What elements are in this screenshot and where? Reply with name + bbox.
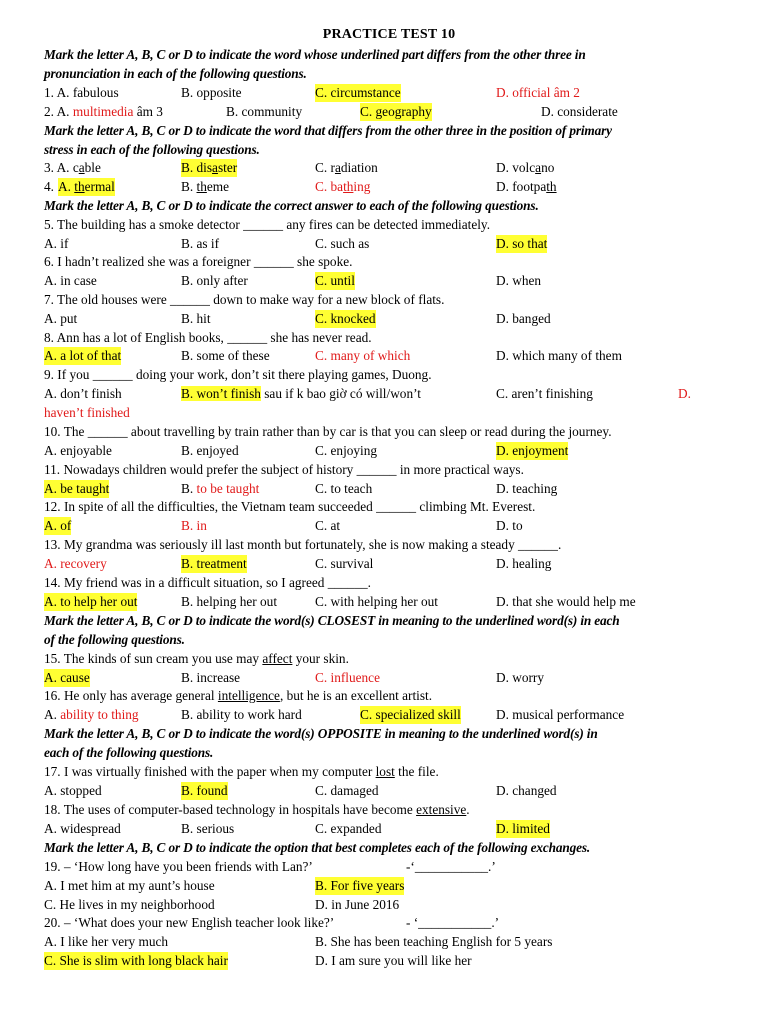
q2-option-b: B. community [226,104,303,119]
question-1 [44,84,734,102]
instruction-closest-cont: of the following questions. [44,632,185,647]
q9-option-d: D. [678,386,691,401]
question-3 [44,159,734,177]
q12-option-c: C. at [315,518,341,533]
q3-option-a: 3. A. cable [44,160,101,175]
q3-option-d: D. volcano [496,160,555,175]
q14-option-d: D. that she would help me [496,594,636,609]
q19-option-a: A. I met him at my aunt’s house [44,878,215,893]
instruction-closest: Mark the letter A, B, C or D to indicate the word(s) CLOSEST in meaning to the underlined word(s) in each [44,613,620,628]
q3-option-b: B. disaster [181,160,238,175]
q16-option-c: C. specialized skill [360,707,461,722]
instruction-opposite-cont: each of the following questions. [44,745,214,760]
q14-option-a: A. to help her out [44,594,138,609]
question-15-options [44,669,734,687]
question-5-options [44,235,734,253]
q6-option-c: C. until [315,273,355,288]
q12-option-d: D. to [496,518,523,533]
q6-stem: 6. I hadn’t realized she was a foreigner ______ she spoke. [44,254,353,269]
question-19-options-2 [44,896,734,914]
q19-option-d: D. in June 2016 [315,897,400,912]
q20-option-b: B. She has been teaching English for 5 years [315,934,553,949]
question-2 [44,103,734,121]
q9-option-c: C. aren’t finishing [496,386,593,401]
q2-option-a-note: âm 3 [133,104,163,119]
q7-option-a: A. put [44,311,78,326]
q6-option-b: B. only after [181,273,248,288]
q13-option-d: D. healing [496,556,552,571]
q5-stem: 5. The building has a smoke detector ______ any fires can be detected immediately. [44,217,491,232]
q16-option-b: B. ability to work hard [181,707,302,722]
q17-option-d: D. changed [496,783,557,798]
q1-option-b: B. opposite [181,85,242,100]
q8-stem: 8. Ann has a lot of English books, ______ she has never read. [44,330,372,345]
q7-stem: 7. The old houses were ______ down to make way for a new block of flats. [44,292,445,307]
q2-option-c: C. geography [360,104,432,119]
question-20-stem-line [44,914,734,932]
q17-option-b: B. found [181,783,228,798]
question-18-options [44,820,734,838]
q13-option-c: C. survival [315,556,374,571]
q10-option-c: C. enjoying [315,443,378,458]
q2-option-a: multimedia [72,104,134,119]
instruction-opposite: Mark the letter A, B, C or D to indicate the word(s) OPPOSITE in meaning to the underlined word(s) in [44,726,598,741]
q5-option-a: A. if [44,236,69,251]
q2-number: 2. A. [44,104,73,119]
q15-option-c: C. influence [315,670,380,685]
instruction-stress-cont: stress in each of the following questions. [44,142,260,157]
q11-stem: 11. Nowadays children would prefer the subject of history ______ in more practical ways. [44,462,524,477]
q15-underlined-word: affect [262,651,293,666]
q11-option-c: C. to teach [315,481,373,496]
q12-option-a: A. of [44,518,72,533]
q9-option-b: B. won’t finish sau if k bao giờ có will/won’t [181,386,421,401]
q18-option-b: B. serious [181,821,235,836]
q20-option-d: D. I am sure you will like her [315,953,472,968]
question-7-options [44,310,734,328]
q11-option-b: B. to be taught [181,481,260,496]
q18-option-d: D. limited [496,821,550,836]
q14-option-b: B. helping her out [181,594,278,609]
q3-option-c: C. radiation [315,160,378,175]
q9-stem: 9. If you ______ doing your work, don’t sit there playing games, Duong. [44,367,432,382]
q5-option-b: B. as if [181,236,220,251]
q10-option-a: A. enjoyable [44,443,112,458]
q9-note: sau if k bao giờ có will/won’t [260,386,421,401]
q20-stem: 20. – ‘What does your new English teacher look like?’ [44,915,335,930]
q9-option-d-cont: haven’t finished [44,405,130,420]
question-20-options-2 [44,952,734,970]
q4-option-c: C. bathing [315,179,371,194]
instruction-correct-answer: Mark the letter A, B, C or D to indicate the correct answer to each of the following questions. [44,198,539,213]
q18-option-a: A. widespread [44,821,121,836]
question-10-options [44,442,734,460]
question-11-options [44,480,734,498]
q19-option-b: B. For five years [315,878,405,893]
question-13-options [44,555,734,573]
question-12-options [44,517,734,535]
q13-stem: 13. My grandma was seriously ill last month but fortunately, she is now making a steady ______. [44,537,562,552]
q17-option-c: C. damaged [315,783,379,798]
q19-reply: -‘___________.’ [406,859,496,874]
q13-option-a: A. recovery [44,556,107,571]
question-19-options-1 [44,877,734,895]
q16-underlined-word: intelligence [217,688,280,703]
q10-stem: 10. The ______ about travelling by train rather than by car is that you can sleep or read during the journey. [44,424,612,439]
q10-option-d: D. enjoyment [496,443,569,458]
instruction-exchanges: Mark the letter A, B, C or D to indicate the option that best completes each of the following exchanges. [44,840,591,855]
page-title: PRACTICE TEST 10 [322,27,456,42]
q17-option-a: A. stopped [44,783,102,798]
q9-option-a: A. don’t finish [44,386,122,401]
q7-option-c: C. knocked [315,311,376,326]
q8-option-d: D. which many of them [496,348,622,363]
q7-option-b: B. hit [181,311,211,326]
q20-option-c: C. She is slim with long black hair [44,953,228,968]
question-4 [44,178,734,196]
q2-option-d: D. considerate [541,104,618,119]
q8-option-a: A. a lot of that [44,348,122,363]
q12-option-b: B. in [181,518,207,533]
q18-underlined-word: extensive [416,802,467,817]
instruction-stress: Mark the letter A, B, C or D to indicate the word that differs from the other three in the position of primary [44,123,612,138]
question-17-options [44,782,734,800]
q18-stem: 18. The uses of computer-based technology in hospitals have become extensive. [44,802,470,817]
q1-option-a: fabulous [72,85,119,100]
q4-option-b: B. theme [181,179,230,194]
q15-stem: 15. The kinds of sun cream you use may affect your skin. [44,651,349,666]
q15-option-b: B. increase [181,670,241,685]
q19-stem: 19. – ‘How long have you been friends with Lan?’ [44,859,313,874]
q19-option-c: C. He lives in my neighborhood [44,897,215,912]
q13-option-b: B. treatment [181,556,247,571]
q20-reply: - ‘___________.’ [406,915,500,930]
q8-option-c: C. many of which [315,348,411,363]
question-19-stem-line [44,858,734,876]
q4-option-a: A. thermal [58,179,115,194]
question-6-options [44,272,734,290]
q17-underlined-word: lost [375,764,395,779]
question-8-options [44,347,734,365]
q1-number: 1. A. [44,85,73,100]
instruction-pronunciation-cont: pronunciation in each of the following questions. [44,66,307,81]
q17-stem: 17. I was virtually finished with the paper when my computer lost the file. [44,764,439,779]
q5-option-d: D. so that [496,236,548,251]
instruction-pronunciation: Mark the letter A, B, C or D to indicate the word whose underlined part differs from the other three in [44,47,586,62]
question-9-options [44,385,734,403]
question-14-options [44,593,734,611]
q16-stem: 16. He only has average general intelligence, but he is an excellent artist. [44,688,433,703]
q16-option-d: D. musical performance [496,707,625,722]
q10-option-b: B. enjoyed [181,443,239,458]
q14-stem: 14. My friend was in a difficult situation, so I agreed ______. [44,575,371,590]
q7-option-d: D. banged [496,311,551,326]
q12-stem: 12. In spite of all the difficulties, the Vietnam team succeeded ______ climbing Mt. Everest. [44,499,536,514]
q15-option-a: A. cause [44,670,90,685]
q5-option-c: C. such as [315,236,370,251]
q4-option-d: D. footpath [496,179,557,194]
q18-option-c: C. expanded [315,821,382,836]
q16-option-a: A. ability to thing [44,707,139,722]
q4-number: 4. [44,179,54,194]
q14-option-c: C. with helping her out [315,594,438,609]
q11-option-a: A. be taught [44,481,110,496]
q11-option-d: D. teaching [496,481,558,496]
question-16-options [44,706,734,724]
q20-option-a: A. I like her very much [44,934,169,949]
q1-option-d: D. official âm 2 [496,85,580,100]
q1-option-c: C. circumstance [315,85,401,100]
q15-option-d: D. worry [496,670,545,685]
q8-option-b: B. some of these [181,348,270,363]
q6-option-d: D. when [496,273,542,288]
question-20-options-1 [44,933,734,951]
q6-option-a: A. in case [44,273,97,288]
